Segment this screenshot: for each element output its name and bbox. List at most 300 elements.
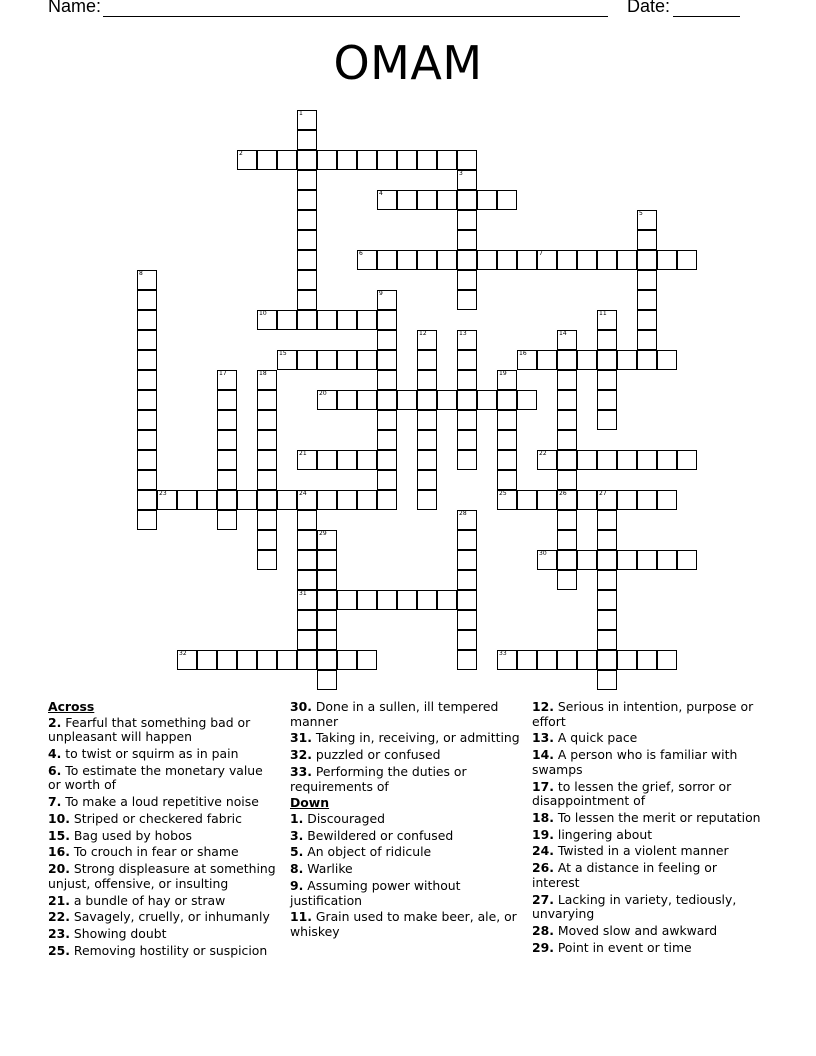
- grid-cell[interactable]: [637, 310, 657, 330]
- grid-cell[interactable]: [457, 450, 477, 470]
- grid-cell[interactable]: [597, 330, 617, 350]
- clue-text: Showing doubt: [69, 926, 167, 942]
- clue-text: Moved slow and awkward: [553, 923, 718, 938]
- grid-cell[interactable]: [297, 190, 317, 210]
- grid-cell[interactable]: [297, 350, 317, 370]
- grid-cell[interactable]: [517, 390, 537, 410]
- grid-cell[interactable]: [297, 230, 317, 250]
- grid-cell[interactable]: [457, 190, 477, 210]
- grid-cell[interactable]: [497, 410, 517, 430]
- grid-cell[interactable]: [597, 590, 617, 610]
- grid-cell[interactable]: [197, 490, 217, 510]
- grid-cell[interactable]: [457, 210, 477, 230]
- grid-cell[interactable]: [457, 530, 477, 550]
- grid-cell[interactable]: [637, 210, 657, 230]
- grid-cell[interactable]: [137, 470, 157, 490]
- grid-cell[interactable]: [297, 130, 317, 150]
- clue-number-label: 13.: [532, 730, 554, 746]
- grid-cell[interactable]: [557, 490, 577, 510]
- grid-cell[interactable]: [437, 590, 457, 610]
- grid-cell[interactable]: [497, 390, 517, 410]
- grid-cell[interactable]: [377, 410, 397, 430]
- grid-cell[interactable]: [677, 250, 697, 270]
- grid-cell[interactable]: [437, 250, 457, 270]
- grid-cell[interactable]: [357, 650, 377, 670]
- grid-cell[interactable]: [597, 250, 617, 270]
- grid-cell[interactable]: [457, 170, 477, 190]
- clue-item: [48, 812, 276, 827]
- grid-cell[interactable]: [597, 570, 617, 590]
- grid-cell[interactable]: [597, 350, 617, 370]
- grid-cell[interactable]: [377, 590, 397, 610]
- grid-cell[interactable]: [337, 590, 357, 610]
- grid-cell[interactable]: [597, 670, 617, 690]
- grid-cell[interactable]: [497, 470, 517, 490]
- grid-cell[interactable]: [237, 150, 257, 170]
- clue-number: 16: [519, 350, 527, 357]
- grid-cell[interactable]: [397, 250, 417, 270]
- clue-number-label: 20.: [48, 861, 70, 877]
- grid-cell[interactable]: [217, 650, 237, 670]
- grid-cell[interactable]: [457, 550, 477, 570]
- clue-item: [48, 747, 276, 762]
- grid-cell[interactable]: [417, 190, 437, 210]
- grid-cell[interactable]: [137, 510, 157, 530]
- grid-cell[interactable]: [617, 250, 637, 270]
- grid-cell[interactable]: [317, 390, 337, 410]
- grid-cell[interactable]: [637, 290, 657, 310]
- grid-cell[interactable]: [437, 150, 457, 170]
- grid-cell[interactable]: [597, 630, 617, 650]
- clue-number: 9: [379, 290, 383, 297]
- grid-cell[interactable]: [417, 330, 437, 350]
- grid-cell[interactable]: [517, 650, 537, 670]
- grid-cell[interactable]: [397, 590, 417, 610]
- grid-cell[interactable]: [297, 250, 317, 270]
- clue-number: 7: [539, 250, 543, 257]
- grid-cell[interactable]: [577, 550, 597, 570]
- grid-cell[interactable]: [457, 510, 477, 530]
- grid-cell[interactable]: [677, 450, 697, 470]
- grid-cell[interactable]: [377, 250, 397, 270]
- grid-cell[interactable]: [157, 490, 177, 510]
- clue-text: a bundle of hay or straw: [69, 892, 226, 908]
- grid-cell[interactable]: [617, 450, 637, 470]
- grid-cell[interactable]: [377, 390, 397, 410]
- grid-cell[interactable]: [257, 510, 277, 530]
- clue-item: [290, 829, 522, 844]
- grid-cell[interactable]: [317, 450, 337, 470]
- grid-cell[interactable]: [217, 510, 237, 530]
- grid-cell[interactable]: [457, 590, 477, 610]
- grid-cell[interactable]: [597, 510, 617, 530]
- grid-cell[interactable]: [497, 430, 517, 450]
- clue-item: [290, 700, 522, 729]
- grid-cell[interactable]: [657, 550, 677, 570]
- grid-cell[interactable]: [337, 350, 357, 370]
- grid-cell[interactable]: [297, 610, 317, 630]
- clue-number-label: 32.: [290, 747, 312, 763]
- grid-cell[interactable]: [257, 430, 277, 450]
- grid-cell[interactable]: [557, 510, 577, 530]
- grid-cell[interactable]: [397, 150, 417, 170]
- grid-cell[interactable]: [357, 590, 377, 610]
- clue-number-label: 26.: [532, 860, 554, 876]
- grid-cell[interactable]: [417, 590, 437, 610]
- grid-cell[interactable]: [437, 390, 457, 410]
- grid-cell[interactable]: [617, 350, 637, 370]
- grid-cell[interactable]: [517, 350, 537, 370]
- grid-cell[interactable]: [237, 490, 257, 510]
- grid-cell[interactable]: [497, 650, 517, 670]
- grid-cell[interactable]: [557, 650, 577, 670]
- grid-cell[interactable]: [617, 550, 637, 570]
- grid-cell[interactable]: [217, 430, 237, 450]
- grid-cell[interactable]: [297, 570, 317, 590]
- grid-cell[interactable]: [137, 370, 157, 390]
- clue-number: 19: [499, 370, 507, 377]
- grid-cell[interactable]: [297, 150, 317, 170]
- grid-cell[interactable]: [257, 550, 277, 570]
- grid-cell[interactable]: [177, 490, 197, 510]
- grid-cell[interactable]: [477, 390, 497, 410]
- clue-text: Striped or checkered fabric: [69, 810, 242, 826]
- grid-cell[interactable]: [497, 450, 517, 470]
- grid-cell[interactable]: [357, 450, 377, 470]
- grid-cell[interactable]: [637, 490, 657, 510]
- grid-cell[interactable]: [457, 610, 477, 630]
- grid-cell[interactable]: [377, 330, 397, 350]
- grid-cell[interactable]: [217, 470, 237, 490]
- grid-cell[interactable]: [497, 190, 517, 210]
- clue-item: [532, 893, 764, 922]
- grid-cell[interactable]: [557, 250, 577, 270]
- grid-cell[interactable]: [417, 350, 437, 370]
- grid-cell[interactable]: [377, 370, 397, 390]
- grid-cell[interactable]: [257, 410, 277, 430]
- grid-cell[interactable]: [457, 390, 477, 410]
- clue-number-label: 12.: [532, 699, 554, 714]
- grid-cell[interactable]: [257, 490, 277, 510]
- grid-cell[interactable]: [217, 390, 237, 410]
- grid-cell[interactable]: [277, 350, 297, 370]
- grid-cell[interactable]: [457, 270, 477, 290]
- grid-cell[interactable]: [537, 450, 557, 470]
- grid-cell[interactable]: [317, 490, 337, 510]
- grid-cell[interactable]: [577, 250, 597, 270]
- grid-cell[interactable]: [417, 410, 437, 430]
- clue-number-label: 21.: [48, 892, 70, 908]
- grid-cell[interactable]: [197, 650, 217, 670]
- grid-cell[interactable]: [657, 450, 677, 470]
- grid-cell[interactable]: [297, 630, 317, 650]
- grid-cell[interactable]: [317, 590, 337, 610]
- grid-cell[interactable]: [417, 390, 437, 410]
- grid-cell[interactable]: [137, 390, 157, 410]
- grid-cell[interactable]: [577, 490, 597, 510]
- grid-cell[interactable]: [457, 330, 477, 350]
- grid-cell[interactable]: [557, 390, 577, 410]
- grid-cell[interactable]: [497, 250, 517, 270]
- grid-cell[interactable]: [637, 550, 657, 570]
- clue-text: Lacking in variety, tediously, unvarying: [532, 891, 737, 922]
- grid-cell[interactable]: [377, 450, 397, 470]
- grid-cell[interactable]: [557, 450, 577, 470]
- clue-number: 8: [139, 270, 143, 277]
- grid-cell[interactable]: [597, 410, 617, 430]
- clue-item: [532, 861, 764, 890]
- grid-cell[interactable]: [317, 150, 337, 170]
- grid-cell[interactable]: [217, 490, 237, 510]
- grid-cell[interactable]: [337, 450, 357, 470]
- grid-cell[interactable]: [657, 650, 677, 670]
- grid-cell[interactable]: [357, 310, 377, 330]
- across-clue-list-continued: [290, 700, 522, 794]
- across-heading: Across: [48, 699, 95, 714]
- grid-cell[interactable]: [277, 150, 297, 170]
- grid-cell[interactable]: [417, 370, 437, 390]
- grid-cell[interactable]: [597, 310, 617, 330]
- grid-cell[interactable]: [637, 270, 657, 290]
- grid-cell[interactable]: [217, 450, 237, 470]
- grid-cell[interactable]: [557, 550, 577, 570]
- grid-cell[interactable]: [257, 530, 277, 550]
- grid-cell[interactable]: [377, 290, 397, 310]
- clue-item: [532, 731, 764, 746]
- clue-number-label: 23.: [48, 926, 70, 942]
- grid-cell[interactable]: [477, 250, 497, 270]
- grid-cell[interactable]: [657, 350, 677, 370]
- grid-cell[interactable]: [597, 450, 617, 470]
- grid-cell[interactable]: [357, 390, 377, 410]
- clue-number: 33: [499, 650, 507, 657]
- grid-cell[interactable]: [377, 490, 397, 510]
- clue-item: [532, 811, 764, 826]
- grid-cell[interactable]: [297, 290, 317, 310]
- grid-cell[interactable]: [317, 570, 337, 590]
- grid-cell[interactable]: [457, 150, 477, 170]
- grid-cell[interactable]: [657, 250, 677, 270]
- date-label: Date:: [627, 0, 671, 16]
- grid-cell[interactable]: [457, 630, 477, 650]
- grid-cell[interactable]: [537, 650, 557, 670]
- grid-cell[interactable]: [557, 410, 577, 430]
- grid-cell[interactable]: [637, 250, 657, 270]
- grid-cell[interactable]: [637, 350, 657, 370]
- grid-cell[interactable]: [637, 450, 657, 470]
- grid-cell[interactable]: [297, 450, 317, 470]
- grid-cell[interactable]: [377, 350, 397, 370]
- across-clue-list: [48, 716, 276, 959]
- grid-cell[interactable]: [257, 650, 277, 670]
- grid-cell[interactable]: [497, 370, 517, 390]
- grid-cell[interactable]: [657, 490, 677, 510]
- grid-cell[interactable]: [137, 450, 157, 470]
- down-clue-list-continued: [532, 700, 764, 955]
- grid-cell[interactable]: [297, 550, 317, 570]
- clue-number: 30: [539, 550, 547, 557]
- grid-cell[interactable]: [297, 110, 317, 130]
- page-title: OMAM: [333, 36, 483, 90]
- grid-cell[interactable]: [597, 390, 617, 410]
- clue-number-label: 8.: [290, 861, 304, 877]
- grid-cell[interactable]: [257, 150, 277, 170]
- grid-cell[interactable]: [317, 610, 337, 630]
- clue-number-label: 9.: [290, 878, 304, 894]
- grid-cell[interactable]: [537, 350, 557, 370]
- grid-cell[interactable]: [537, 550, 557, 570]
- grid-cell[interactable]: [457, 430, 477, 450]
- grid-cell[interactable]: [477, 190, 497, 210]
- grid-cell[interactable]: [637, 650, 657, 670]
- grid-cell[interactable]: [337, 310, 357, 330]
- grid-cell[interactable]: [317, 530, 337, 550]
- grid-cell[interactable]: [317, 630, 337, 650]
- grid-cell[interactable]: [257, 470, 277, 490]
- grid-cell[interactable]: [297, 510, 317, 530]
- grid-cell[interactable]: [257, 390, 277, 410]
- grid-cell[interactable]: [557, 350, 577, 370]
- grid-cell[interactable]: [317, 670, 337, 690]
- grid-cell[interactable]: [457, 250, 477, 270]
- grid-cell[interactable]: [317, 310, 337, 330]
- clue-number: 27: [599, 490, 607, 497]
- grid-cell[interactable]: [577, 350, 597, 370]
- clue-item: [532, 941, 764, 956]
- grid-cell[interactable]: [137, 350, 157, 370]
- grid-cell[interactable]: [577, 650, 597, 670]
- grid-cell[interactable]: [137, 330, 157, 350]
- grid-cell[interactable]: [137, 310, 157, 330]
- grid-cell[interactable]: [257, 370, 277, 390]
- grid-cell[interactable]: [557, 530, 577, 550]
- grid-cell[interactable]: [417, 250, 437, 270]
- grid-cell[interactable]: [297, 490, 317, 510]
- grid-cell[interactable]: [337, 390, 357, 410]
- grid-cell[interactable]: [597, 610, 617, 630]
- clue-number-label: 24.: [532, 843, 554, 859]
- grid-cell[interactable]: [297, 210, 317, 230]
- grid-cell[interactable]: [597, 490, 617, 510]
- grid-cell[interactable]: [177, 650, 197, 670]
- grid-cell[interactable]: [617, 490, 637, 510]
- grid-cell[interactable]: [137, 290, 157, 310]
- grid-cell[interactable]: [317, 650, 337, 670]
- grid-cell[interactable]: [637, 230, 657, 250]
- grid-cell[interactable]: [357, 250, 377, 270]
- grid-cell[interactable]: [237, 650, 257, 670]
- grid-cell[interactable]: [277, 310, 297, 330]
- grid-cell[interactable]: [457, 350, 477, 370]
- grid-cell[interactable]: [457, 570, 477, 590]
- grid-cell[interactable]: [397, 390, 417, 410]
- grid-cell[interactable]: [537, 490, 557, 510]
- grid-cell[interactable]: [417, 490, 437, 510]
- grid-cell[interactable]: [357, 350, 377, 370]
- grid-cell[interactable]: [597, 370, 617, 390]
- grid-cell[interactable]: [517, 490, 537, 510]
- grid-cell[interactable]: [137, 410, 157, 430]
- grid-cell[interactable]: [297, 170, 317, 190]
- grid-cell[interactable]: [417, 150, 437, 170]
- grid-cell[interactable]: [257, 450, 277, 470]
- grid-cell[interactable]: [337, 150, 357, 170]
- grid-cell[interactable]: [377, 310, 397, 330]
- grid-cell[interactable]: [517, 250, 537, 270]
- grid-cell[interactable]: [617, 650, 637, 670]
- grid-cell[interactable]: [457, 290, 477, 310]
- grid-cell[interactable]: [557, 430, 577, 450]
- grid-cell[interactable]: [377, 470, 397, 490]
- clue-item: [532, 924, 764, 939]
- grid-cell[interactable]: [457, 410, 477, 430]
- clue-number: 5: [639, 210, 643, 217]
- grid-cell[interactable]: [337, 490, 357, 510]
- grid-cell[interactable]: [377, 190, 397, 210]
- grid-cell[interactable]: [337, 650, 357, 670]
- grid-cell[interactable]: [677, 550, 697, 570]
- grid-cell[interactable]: [497, 490, 517, 510]
- clue-text: To make a loud repetitive noise: [61, 794, 259, 810]
- grid-cell[interactable]: [597, 530, 617, 550]
- clue-text: Savagely, cruelly, or inhumanly: [69, 909, 270, 925]
- grid-cell[interactable]: [297, 530, 317, 550]
- grid-cell[interactable]: [577, 450, 597, 470]
- grid-cell[interactable]: [557, 330, 577, 350]
- grid-cell[interactable]: [357, 150, 377, 170]
- grid-cell[interactable]: [137, 430, 157, 450]
- clue-number-label: 4.: [48, 745, 62, 761]
- grid-cell[interactable]: [297, 270, 317, 290]
- grid-cell[interactable]: [217, 410, 237, 430]
- grid-cell[interactable]: [417, 450, 437, 470]
- grid-cell[interactable]: [457, 650, 477, 670]
- grid-cell[interactable]: [597, 550, 617, 570]
- grid-cell[interactable]: [637, 330, 657, 350]
- grid-cell[interactable]: [217, 370, 237, 390]
- grid-cell[interactable]: [277, 490, 297, 510]
- grid-cell[interactable]: [377, 430, 397, 450]
- grid-cell[interactable]: [297, 650, 317, 670]
- grid-cell[interactable]: [277, 650, 297, 670]
- grid-cell[interactable]: [537, 250, 557, 270]
- grid-cell[interactable]: [457, 370, 477, 390]
- grid-cell[interactable]: [437, 190, 457, 210]
- grid-cell[interactable]: [377, 150, 397, 170]
- grid-cell[interactable]: [457, 230, 477, 250]
- grid-cell[interactable]: [557, 570, 577, 590]
- clue-item: [48, 845, 276, 860]
- clue-number: 12: [419, 330, 427, 337]
- clue-number-label: 15.: [48, 827, 70, 843]
- grid-cell[interactable]: [417, 470, 437, 490]
- grid-cell[interactable]: [597, 650, 617, 670]
- grid-cell[interactable]: [297, 310, 317, 330]
- grid-cell[interactable]: [557, 470, 577, 490]
- grid-cell[interactable]: [397, 190, 417, 210]
- clue-number-label: 10.: [48, 810, 70, 826]
- grid-cell[interactable]: [317, 350, 337, 370]
- grid-cell[interactable]: [557, 370, 577, 390]
- grid-cell[interactable]: [137, 490, 157, 510]
- clue-item: [290, 879, 522, 908]
- grid-cell[interactable]: [297, 590, 317, 610]
- grid-cell[interactable]: [357, 490, 377, 510]
- grid-cell[interactable]: [317, 550, 337, 570]
- grid-cell[interactable]: [137, 270, 157, 290]
- grid-cell[interactable]: [417, 430, 437, 450]
- grid-cell[interactable]: [257, 310, 277, 330]
